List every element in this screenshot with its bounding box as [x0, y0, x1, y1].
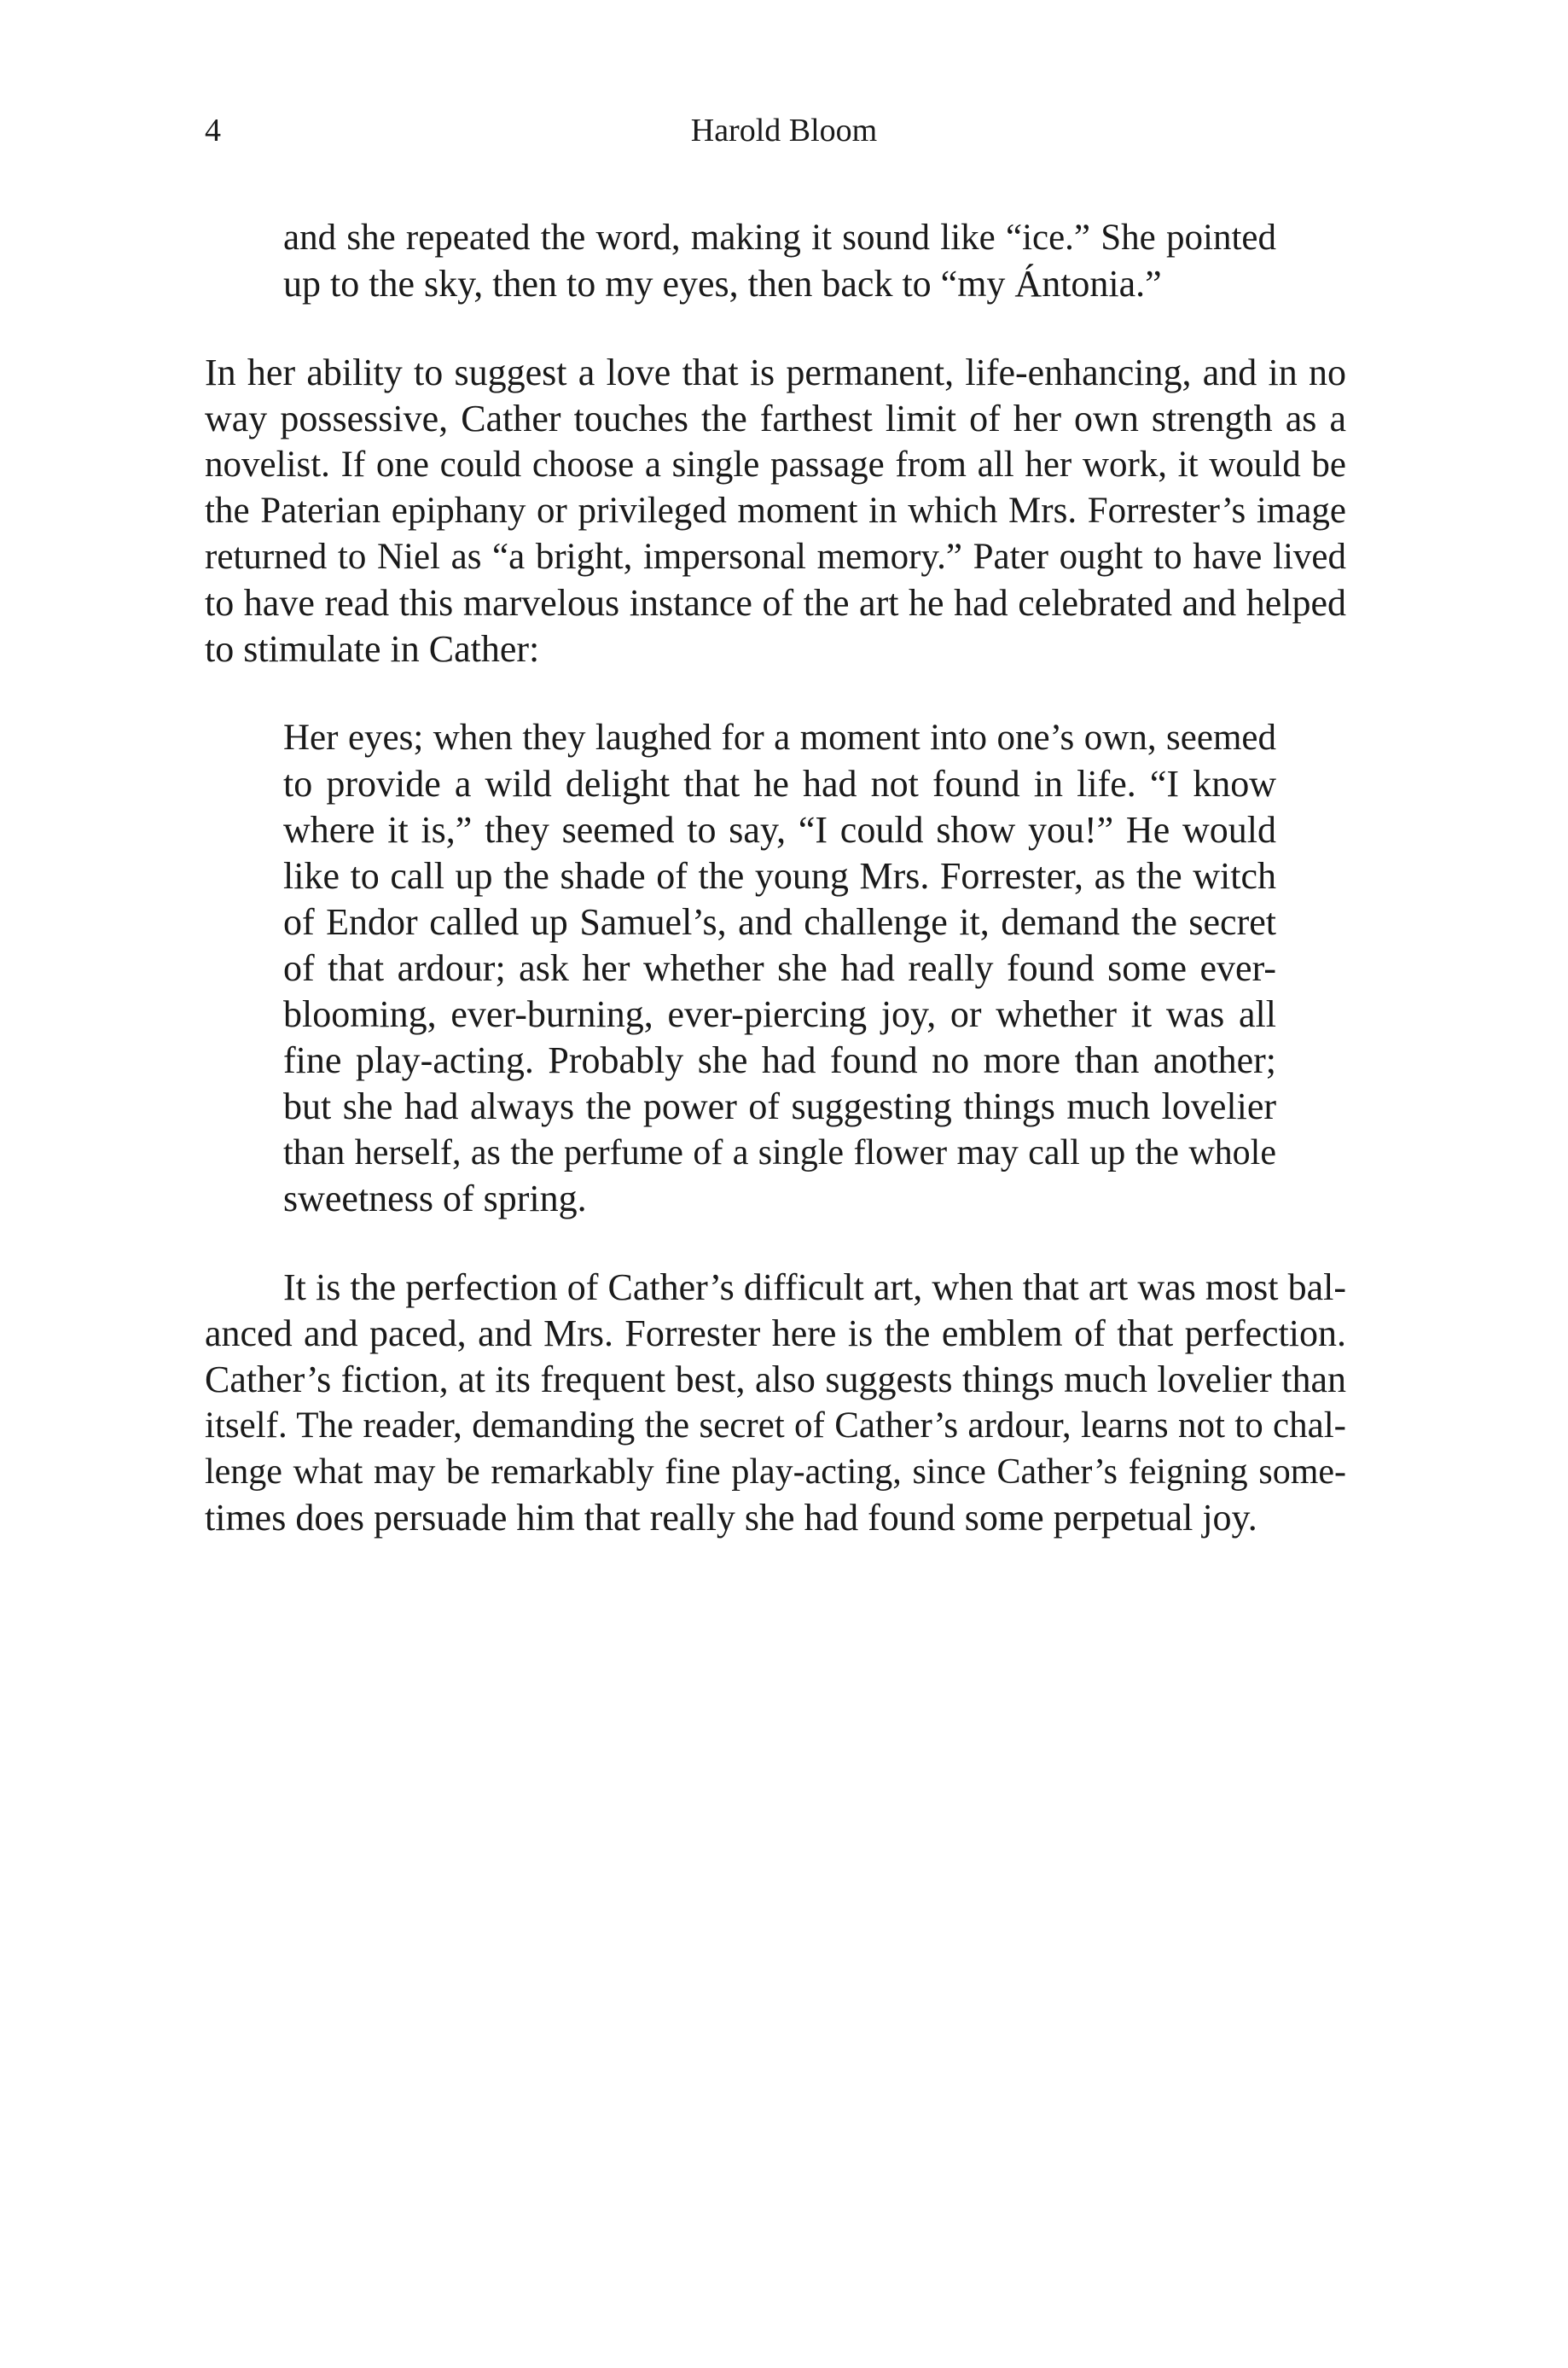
block-quote-line: of Endor called up Samuel’s, and challenge it, demand the secret — [283, 901, 1276, 943]
paragraph-line: times does persuade him that really she had found some perpetual joy. — [205, 1497, 1257, 1539]
block-quote-line: sweetness of spring. — [283, 1178, 587, 1219]
block-quote-line: like to call up the shade of the young Mrs. Forrester, as the witch — [283, 855, 1276, 897]
block-quote-line: but she had always the power of suggesting things much lovelier — [283, 1085, 1276, 1127]
paragraph-line: returned to Niel as “a bright, impersonal memory.” Pater ought to have lived — [205, 537, 1346, 577]
paragraph-line: to stimulate in Cather: — [205, 628, 540, 670]
block-quote-line: Her eyes; when they laughed for a moment into one’s own, seemed — [283, 718, 1276, 758]
opening-quote-line: and she repeated the word, making it sound like “ice.” She pointed — [283, 218, 1276, 258]
block-quote-line: of that ardour; ask her whether she had really found some ever- — [283, 947, 1276, 989]
block-quote-line: than herself, as the perfume of a single flower may call up the whole — [283, 1133, 1276, 1172]
page-number: 4 — [205, 113, 221, 148]
block-quote-line: blooming, ever-burning, ever-piercing joy, or whether it was all — [283, 993, 1276, 1035]
opening-quote-line: up to the sky, then to my eyes, then back to “my Ántonia.” — [283, 263, 1162, 305]
block-quote-line: to provide a wild delight that he had not found in life. “I know — [283, 763, 1276, 805]
paragraph-line: way possessive, Cather touches the farthest limit of her own strength as a — [205, 398, 1346, 439]
paragraph-line: In her ability to suggest a love that is permanent, life-enhancing, and in no — [205, 352, 1346, 393]
paragraph-line: anced and paced, and Mrs. Forrester here is the emblem of that perfection. — [205, 1312, 1346, 1354]
paragraph-line: Cather’s fiction, at its frequent best, also suggests things much lovelier than — [205, 1359, 1346, 1400]
paragraph-line: to have read this marvelous instance of the art he had celebrated and helped — [205, 582, 1346, 624]
block-quote-line: fine play-acting. Probably she had found no more than another; — [283, 1039, 1276, 1081]
paragraph-line: novelist. If one could choose a single passage from all her work, it would be — [205, 445, 1346, 485]
running-head: Harold Bloom — [690, 113, 878, 148]
paragraph-line: lenge what may be remarkably fine play-acting, since Cather’s feigning some- — [205, 1452, 1346, 1492]
block-quote-line: where it is,” they seemed to say, “I could show you!” He would — [283, 809, 1276, 851]
paragraph-line: itself. The reader, demanding the secret of Cather’s ardour, learns not to chal- — [205, 1405, 1346, 1446]
paragraph-line: the Paterian epiphany or privileged moment in which Mrs. Forrester’s image — [205, 491, 1346, 531]
paragraph-line: It is the perfection of Cather’s difficult art, when that art was most bal- — [283, 1266, 1346, 1308]
